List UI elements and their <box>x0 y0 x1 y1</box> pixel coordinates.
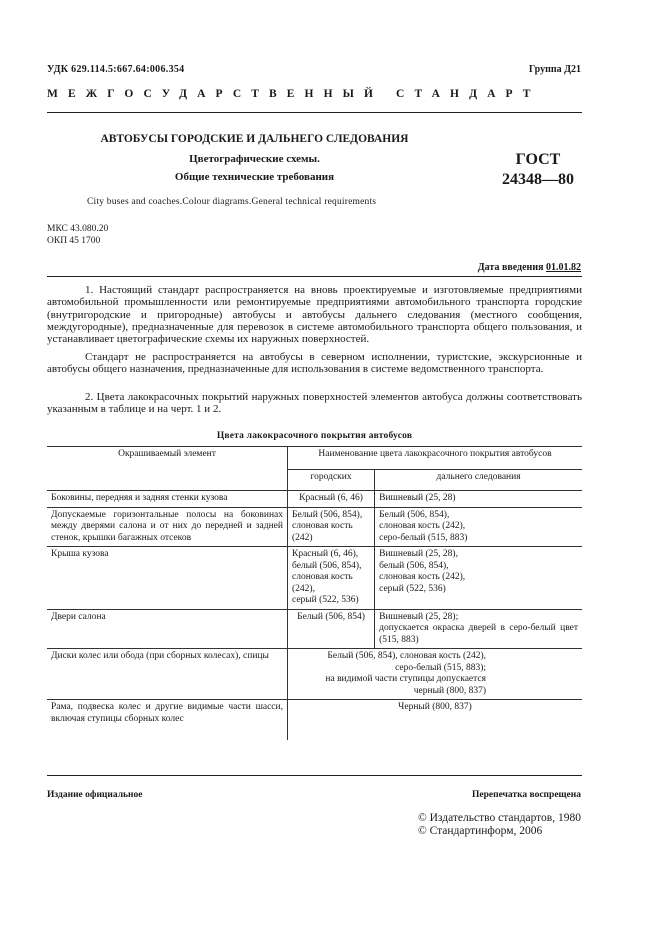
standard-banner: МЕЖГОСУДАРСТВЕННЫЙ СТАНДАРТ <box>47 88 541 100</box>
table-row <box>47 649 582 700</box>
element-cell: Боковины, передняя и задняя стенки кузова <box>47 491 288 508</box>
element-cell: Диски колес или обода (при сборных колесах), спицы <box>47 649 288 700</box>
merged-line: на видимой части ступицы допускается <box>325 674 486 684</box>
merged-line: Черный (800, 837) <box>398 702 472 712</box>
paragraph-3: 2. Цвета лакокрасочных покрытий наружных поверхностей элементов автобуса должны соответствовать указанным в таблице и на черт. 1 и 2. <box>47 391 582 416</box>
copyright-block <box>418 812 581 838</box>
long-color-cell: Вишневый (25, 28); допускается окраска дверей в серо-белый цвет (515, 883) <box>375 609 582 649</box>
effective-date <box>478 262 581 273</box>
header-rule <box>47 112 582 113</box>
merged-color-cell <box>288 649 583 700</box>
paragraph-1: 1. Настоящий стандарт распространяется на вновь проектируемые и изготовляемые предприятиями автомобильной промышленности или ремонтируемые предприятиями автомобильного транспорта городские (внутригородские и пригородные) автобусы и автобусы дальнего следования (местного сообщения, междугородные), предназначенные для перевозок в системе автомобильного транспорта общего пользования, и устанавливает цветографические схемы их наружных поверхностей. <box>47 284 582 346</box>
merged-line: черный (800, 837) <box>413 685 486 696</box>
table-row <box>47 507 582 547</box>
header-element: Окрашиваемый элемент <box>47 447 288 491</box>
table-caption: Цвета лакокрасочного покрытия автобусов <box>216 431 413 441</box>
document-title: АВТОБУСЫ ГОРОДСКИЕ И ДАЛЬНЕГО СЛЕДОВАНИЯ <box>100 133 409 145</box>
element-cell: Рама, подвеска колес и другие видимые части шасси, включая ступицы сборных колес <box>47 700 288 741</box>
effective-date-label: Дата введения <box>477 262 544 273</box>
paragraph-2: Стандарт не распространяется на автобусы в северном исполнении, туристские, экскурсионные и автобусы общего назначения, предназначенные для использования в системе ведомственного транспорта. <box>47 351 582 376</box>
okp-code: ОКП 45 1700 <box>47 236 101 246</box>
gost-number: 24348—80 <box>502 171 574 188</box>
table-row <box>47 547 582 610</box>
header-color-group: Наименование цвета лакокрасочного покрытия автобусов <box>288 447 583 470</box>
merged-line: серо-белый (515, 883); <box>395 662 486 673</box>
group-code: Группа Д21 <box>528 64 581 75</box>
footer-rule <box>47 775 582 776</box>
city-color-cell: Белый (506, 854) <box>288 609 375 649</box>
udk-code: УДК 629.114.5:667.64:006.354 <box>47 64 185 75</box>
table-row <box>47 700 582 741</box>
colors-table <box>47 446 582 740</box>
long-color-cell: Вишневый (25, 28) <box>375 491 582 508</box>
edition-note: Издание официальное <box>47 790 143 800</box>
copyright-line-2: © Стандартинформ, 2006 <box>417 825 543 837</box>
header-long-distance: дальнего следования <box>375 470 582 491</box>
merged-line: Белый (506, 854), слоновая кость (242), <box>327 651 486 661</box>
mks-code: МКС 43.080.20 <box>47 224 109 234</box>
date-rule <box>47 276 582 277</box>
document-subtitle-1: Цветографические схемы. <box>189 153 320 165</box>
merged-color-cell <box>288 700 583 741</box>
city-color-cell: Красный (6, 46), белый (506, 854), слоновая кость (242), серый (522, 536) <box>288 547 375 610</box>
city-color-cell: Белый (506, 854), слоновая кость (242) <box>288 507 375 547</box>
element-cell: Допускаемые горизонтальные полосы на боковинах между дверями салона и от них до передней и задней стенок, крышки багажных отсеков <box>47 507 288 547</box>
table-row <box>47 491 582 508</box>
long-color-cell: Вишневый (25, 28), белый (506, 854), слоновая кость (242), серый (522, 536) <box>375 547 582 610</box>
copyright-line-1: © Издательство стандартов, 1980 <box>417 812 581 824</box>
gost-designation <box>478 150 598 190</box>
english-title: City buses and coaches.Colour diagrams.General technical requirements <box>87 197 377 207</box>
effective-date-value: 01.01.82 <box>546 262 581 273</box>
element-cell: Двери салона <box>47 609 288 649</box>
table-row <box>47 609 582 649</box>
long-color-cell: Белый (506, 854), слоновая кость (242), серо-белый (515, 883) <box>375 507 582 547</box>
reprint-note: Перепечатка воспрещена <box>471 790 581 800</box>
document-subtitle-2: Общие технические требования <box>174 171 335 183</box>
element-cell: Крыша кузова <box>47 547 288 610</box>
classification-codes <box>47 223 108 247</box>
header-city: городских <box>288 470 375 491</box>
city-color-cell: Красный (6, 46) <box>288 491 375 508</box>
gost-label: ГОСТ <box>515 151 561 168</box>
